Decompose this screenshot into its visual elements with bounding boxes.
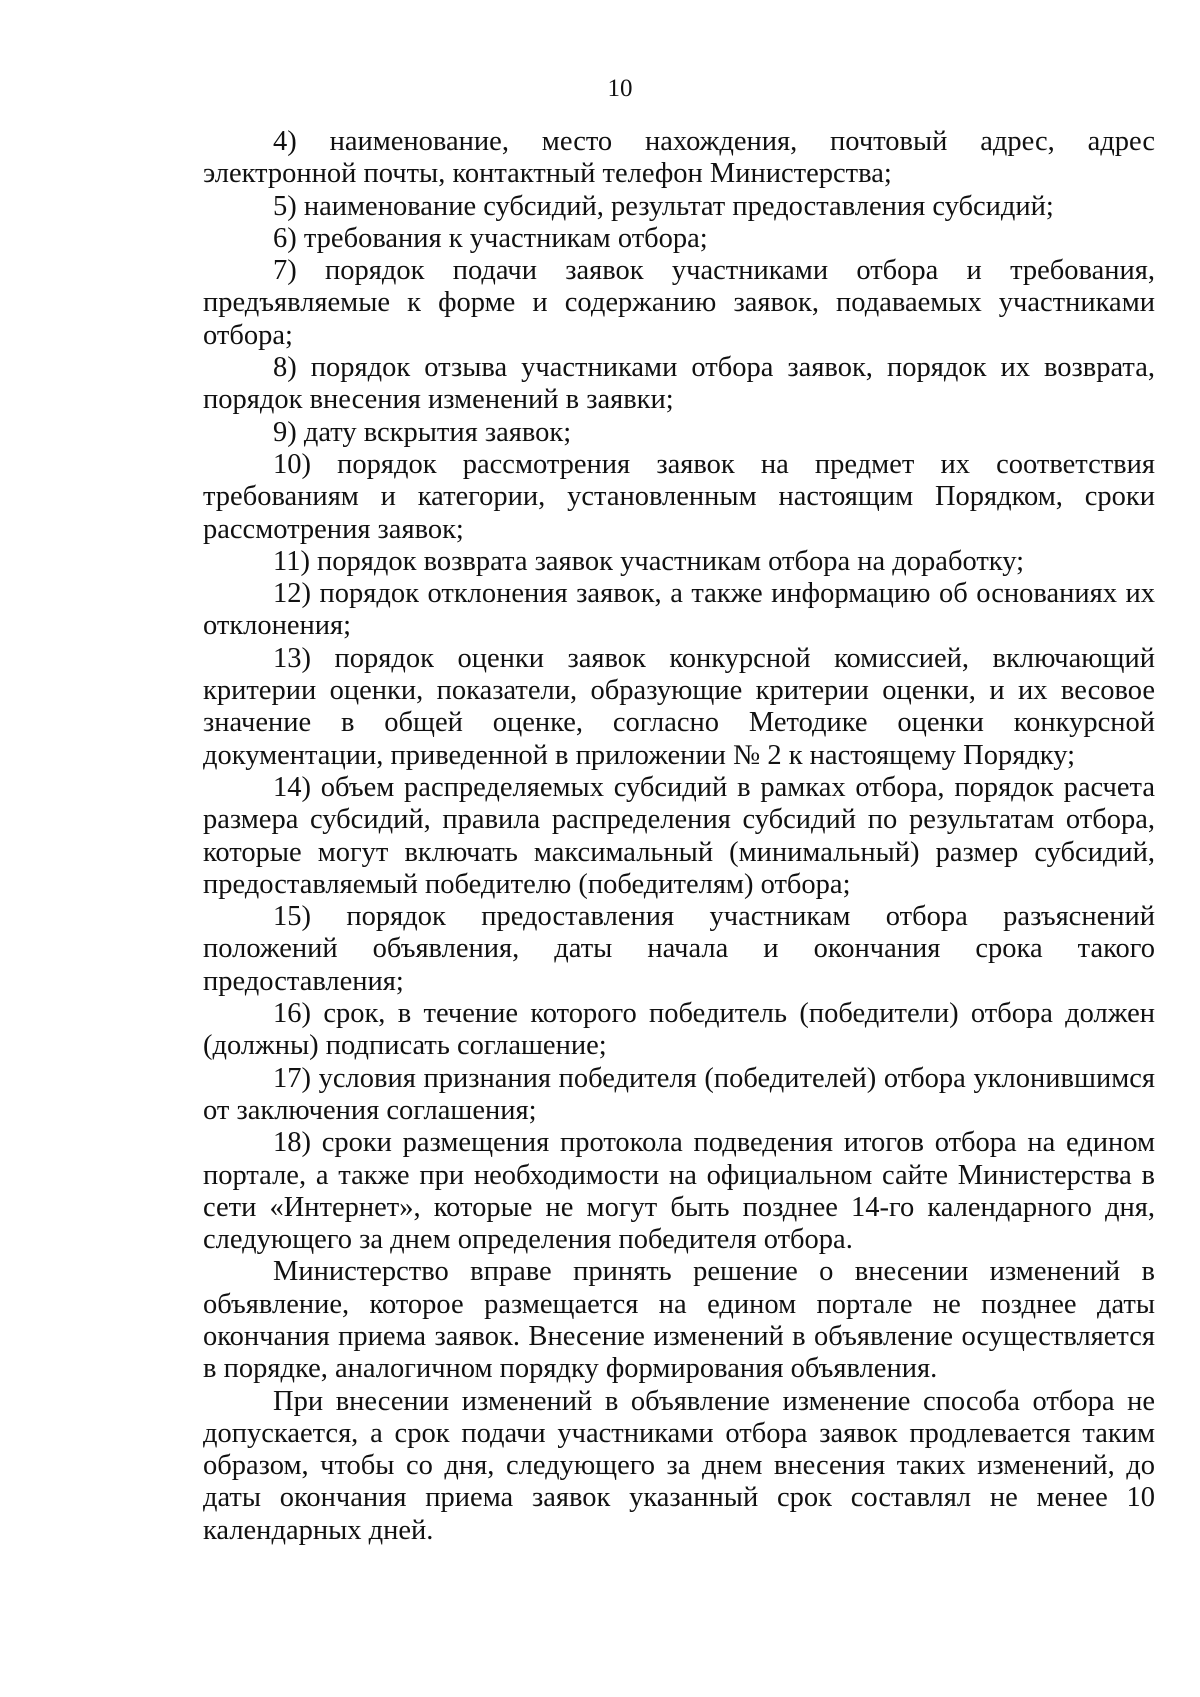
list-item-4: 4) наименование, место нахождения, почтовый адрес, адрес электронной почты, контактный телефон Министерства; [203, 126, 1155, 190]
list-item-15: 15) порядок предоставления участникам отбора разъяснений положений объявления, даты начала и окончания срока такого предоставления; [203, 901, 1155, 997]
list-item-16: 16) срок, в течение которого победитель (победители) отбора должен (должны) подписать соглашение; [203, 998, 1155, 1062]
document-body [203, 126, 1155, 1547]
list-item-14: 14) объем распределяемых субсидий в рамках отбора, порядок расчета размера субсидий, правила распределения субсидий по результатам отбора, которые могут включать максимальный (минимальный) размер субсидий, предоставляемый победителю (победителям) отбора; [203, 771, 1155, 900]
list-item-18: 18) сроки размещения протокола подведения итогов отбора на едином портале, а также при необходимости на официальном сайте Министерства в сети «Интернет», которые не могут быть позднее 14-го календарного дня, следующего за днем определения победителя отбора. [203, 1127, 1155, 1256]
list-item-10: 10) порядок рассмотрения заявок на предмет их соответствия требованиям и категории, установленным настоящим Порядком, сроки рассмотрения заявок; [203, 448, 1155, 545]
list-item-6: 6) требования к участникам отбора; [273, 222, 708, 254]
list-item-11: 11) порядок возврата заявок участникам отбора на доработку; [273, 545, 1025, 577]
list-item-7: 7) порядок подачи заявок участниками отбора и требования, предъявляемые к форме и содержанию заявок, подаваемых участниками отбора; [203, 255, 1155, 351]
list-item-12: 12) порядок отклонения заявок, а также информацию об основаниях их отклонения; [203, 578, 1155, 642]
paragraph-amendment-right: Министерство вправе принять решение о внесении изменений в объявление, которое размещается на едином портале не позднее даты окончания приема заявок. Внесение изменений в объявление осуществляется в порядке, аналогичном порядку формирования объявления. [203, 1256, 1155, 1385]
page-number: 10 [607, 75, 633, 102]
list-item-17: 17) условия признания победителя (победителей) отбора уклонившимся от заключения соглашения; [203, 1062, 1155, 1126]
list-item-5: 5) наименование субсидий, результат предоставления субсидий; [273, 190, 1054, 222]
paragraph-amendment-terms: При внесении изменений в объявление изменение способа отбора не допускается, а срок подачи участниками отбора заявок продлевается таким образом, чтобы со дня, следующего за днем внесения таких изменений, до даты окончания приема заявок указанный срок составлял не менее 10 календарных дней. [203, 1385, 1155, 1546]
list-item-13: 13) порядок оценки заявок конкурсной комиссией, включающий критерии оценки, показатели, образующие критерии оценки, и их весовое значение в общей оценке, согласно Методике оценки конкурсной документации, приведенной в приложении № 2 к настоящему Порядку; [203, 642, 1155, 771]
list-item-8: 8) порядок отзыва участниками отбора заявок, порядок их возврата, порядок внесения изменений в заявки; [203, 352, 1155, 416]
list-item-9: 9) дату вскрытия заявок; [273, 416, 572, 448]
